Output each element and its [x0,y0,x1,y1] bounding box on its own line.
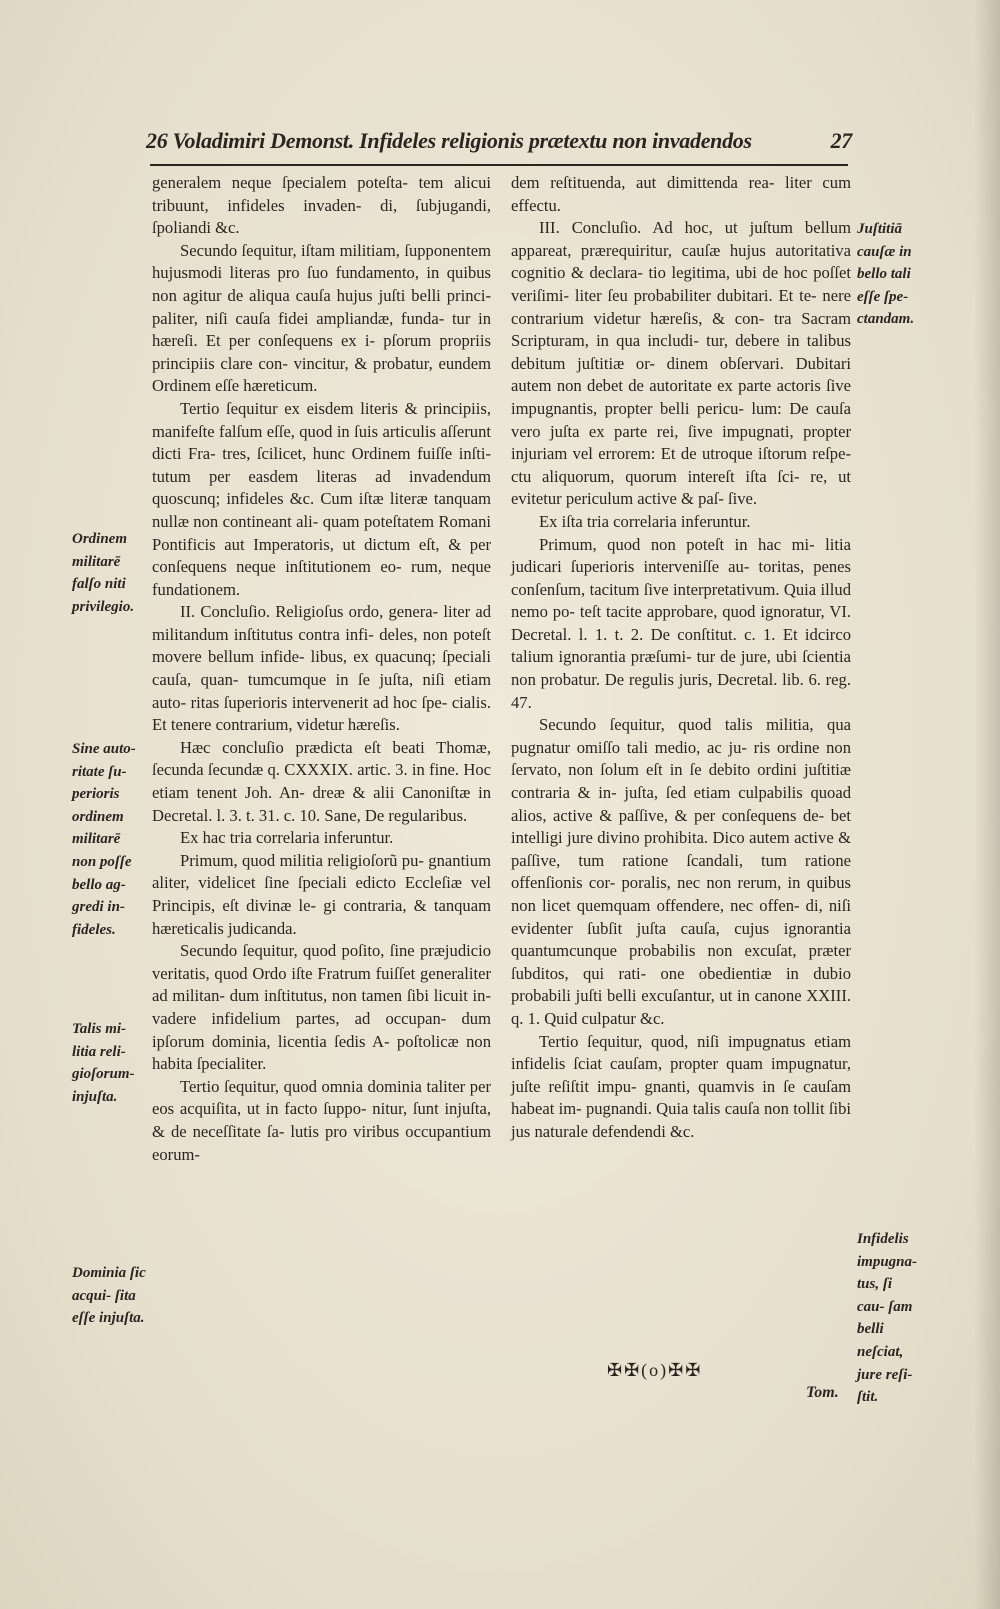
header-rule [150,164,848,166]
paragraph: II. Concluſio. Religioſus ordo, genera- liter ad militandum inſtitutus contra infi- deles, non poteſt movere bellum infide- libus, ex quacunq; ſpeciali cauſa, quan- tumcumque in ſe juſta, niſi etiam auto- ritas ſuperioris intervenerit ad hoc ſpe- cialis. Et tenere contrarium, videtur hæreſis. [152,602,491,735]
paragraph: Hæc concluſio prædicta eſt beati Thomæ, ſecunda ſecundæ q. CXXXIX. artic. 3. in fine. Hoc etiam tenent Joh. An- dreæ & alii Canoniſtæ in Decretal. l. 3. t. 31. c. 10. Sane, De regularibus. [152,737,491,825]
left-column [152,172,491,1166]
margin-note-left: Ordinem militarē falſo niti privilegio. [72,531,135,615]
margin-note-left: Sine auto- ritate ſu- perioris ordinem militarē non poſſe bello ag- gredi in- fideles. [72,741,136,938]
paragraph: Tertio ſequitur, quod omnia dominia taliter per eos acquiſita, ut in facto ſuppo- nitur, ſunt injuſta, & de neceſſitate ſa- lutis pro viribus occupantium eorum- [152,1076,491,1164]
paragraph: Tertio ſequitur, quod, niſi impugnatus etiam infidelis ſciat cauſam, propter quam impugnatur, juſte reſiſtit impu- gnanti, quamvis in ſe cauſam habeat im- pugnandi. Quia talis cauſa non tollit ſibi jus naturale defendendi &c. [511,1031,851,1141]
paragraph: Secundo ſequitur, iſtam militiam, ſupponentem hujusmodi literas pro ſuo fundamento, in quibus non agitur de aliqua cauſa hujus juſti belli princi- paliter, niſi cauſa fidei ampliandæ, funda- tur in hæreſi. Et per conſequens ex i- pſorum propriis principiis clare con- vincitur, & probatur, eundem Ordinem eſſe hæreticum. [152,240,491,396]
header-right: 27 [830,128,852,153]
paragraph: Ex iſta tria correlaria inferuntur. [539,511,751,531]
paragraph: Secundo ſequitur, quod poſito, ſine præjudicio veritatis, quod Ordo iſte Fratrum fuiſſet generaliter ad militan- dum inſtitutus, non tamen ſibi licuit in- vadere infidelium partes, ad occupan- dum ipſorum dominia, licentia ſedis A- poſtolicæ non habita ſpecialiter. [152,941,491,1074]
paragraph: Primum, quod non poteſt in hac mi- litia judicari ſuperioris interveniſſe au- toritas, penes conſenſum, tacitum ſive interpretativum. Quia illud nemo po- teſt tacite approbare, quod ignoratur, VI. Decretal. l. 1. t. 2. De conſtitut. c. 1. Et idcirco talium ignorantia præſumi- tur de jure, ubi ſcientia non probatur. De regulis juris, Decretal. lib. 6. reg. 47. [511,534,851,712]
page-edge-shadow [974,0,1000,1609]
paragraph: Secundo ſequitur, quod talis militia, qua pugnatur omiſſo tali medio, ac ju- ris ordine non ſervato, non ſolum eſt in ſe debito ordini juſtitiæ contraria & in- juſta, ſed etiam culpabilis quoad alios, active & paſſive, & per conſequens de- bet intelligi jure divino prohibita. Dico autem active & paſſive, tum ratione ſcandali, tum ratione offenſionis cor- poralis, nec non rerum, in quibus non licet quemquam offendere, nec offen- di, niſi evidenter ſubſit juſta cauſa, cujus ignorantia quantumcunque probabilis non excuſat, præter ſubditos, qui rati- one obedientiæ in dubio probabili juſti belli excuſantur, ut in canone XXIII. q. 1. Quid culpatur &c. [511,715,851,1028]
margin-note-left: Talis mi- litia reli- gioſorum- injuſta. [72,1021,135,1105]
running-header [146,128,852,162]
ornament: ✠✠(o)✠✠ [607,1360,703,1380]
margin-note-right: Infidelis impugna- tus, ſi cau- ſam belli neſciat, jure reſi- ſtit. [857,1231,918,1406]
paragraph: Ex hac tria correlaria inferuntur. [180,828,394,848]
paragraph: Tertio ſequitur ex eisdem literis & principiis, manifeſte falſum eſſe, quod in ſuis articulis aſſerunt dicti Fra- tres, ſcilicet, hunc Ordinem fuiſſe inſti- tutum per easdem literas ad invadendum quoscunq; infideles &c. Cum iſtæ literæ tanquam nullæ non contineant ali- quam poteſtatem Romani Pontificis aut Imperatoris, ut dictum eſt, & per conſequens neque inſtitutionem eo- rum, neque fundationem. [152,398,491,599]
right-column [511,172,851,1144]
paragraph: Primum, quod militia religioſorũ pu- gnantium aliter, videlicet ſine ſpeciali edicto Eccleſiæ vel Principis, eſt divinæ le- gi contraria, & tanquam hæreticalis judicanda. [152,850,491,938]
margin-note-left: Dominia ſic acqui- ſita eſſe injuſta. [72,1265,146,1327]
catchword: Tom. [806,1384,839,1401]
paragraph: III. Concluſio. Ad hoc, ut juſtum bellum appareat, prærequiritur, cauſæ hujus autoritativa cognitio & declara- tio legitima, ubi de hoc poſſet veriſimi- liter ſeu probabiliter dubitari. Et te- nere contrarium videtur hæreſis, & con- tra Sacram Scripturam, in qua includi- tur, debere in talibus debitum juſtitiæ or- dinem obſervari. Dubitari autem non debet de autoritate ex parte actoris ſive impugnantis, propter belli pericu- lum: De cauſa vero juſta ex parte rei, ſive impugnati, propter injuriam vel errorem: Et de utroque iſtorum reſpe- ctu aliquorum, quorum intereſt iſta ſci- re, ut evitetur periculum active & paſ- ſive. [511,218,851,509]
header-left: 26 Voladimiri Demonst. Infideles religionis prætextu non invadendos [146,128,752,153]
paragraph: dem reſtituenda, aut dimittenda rea- liter cum effectu. [511,173,851,215]
paragraph: generalem neque ſpecialem poteſta- tem alicui tribuunt, infideles invaden- di, ſubjugandi, ſpoliandi &c. [152,173,491,238]
margin-note-right: Juſtitiā cauſæ in bello tali eſſe ſpe- ctandam. [857,221,915,328]
